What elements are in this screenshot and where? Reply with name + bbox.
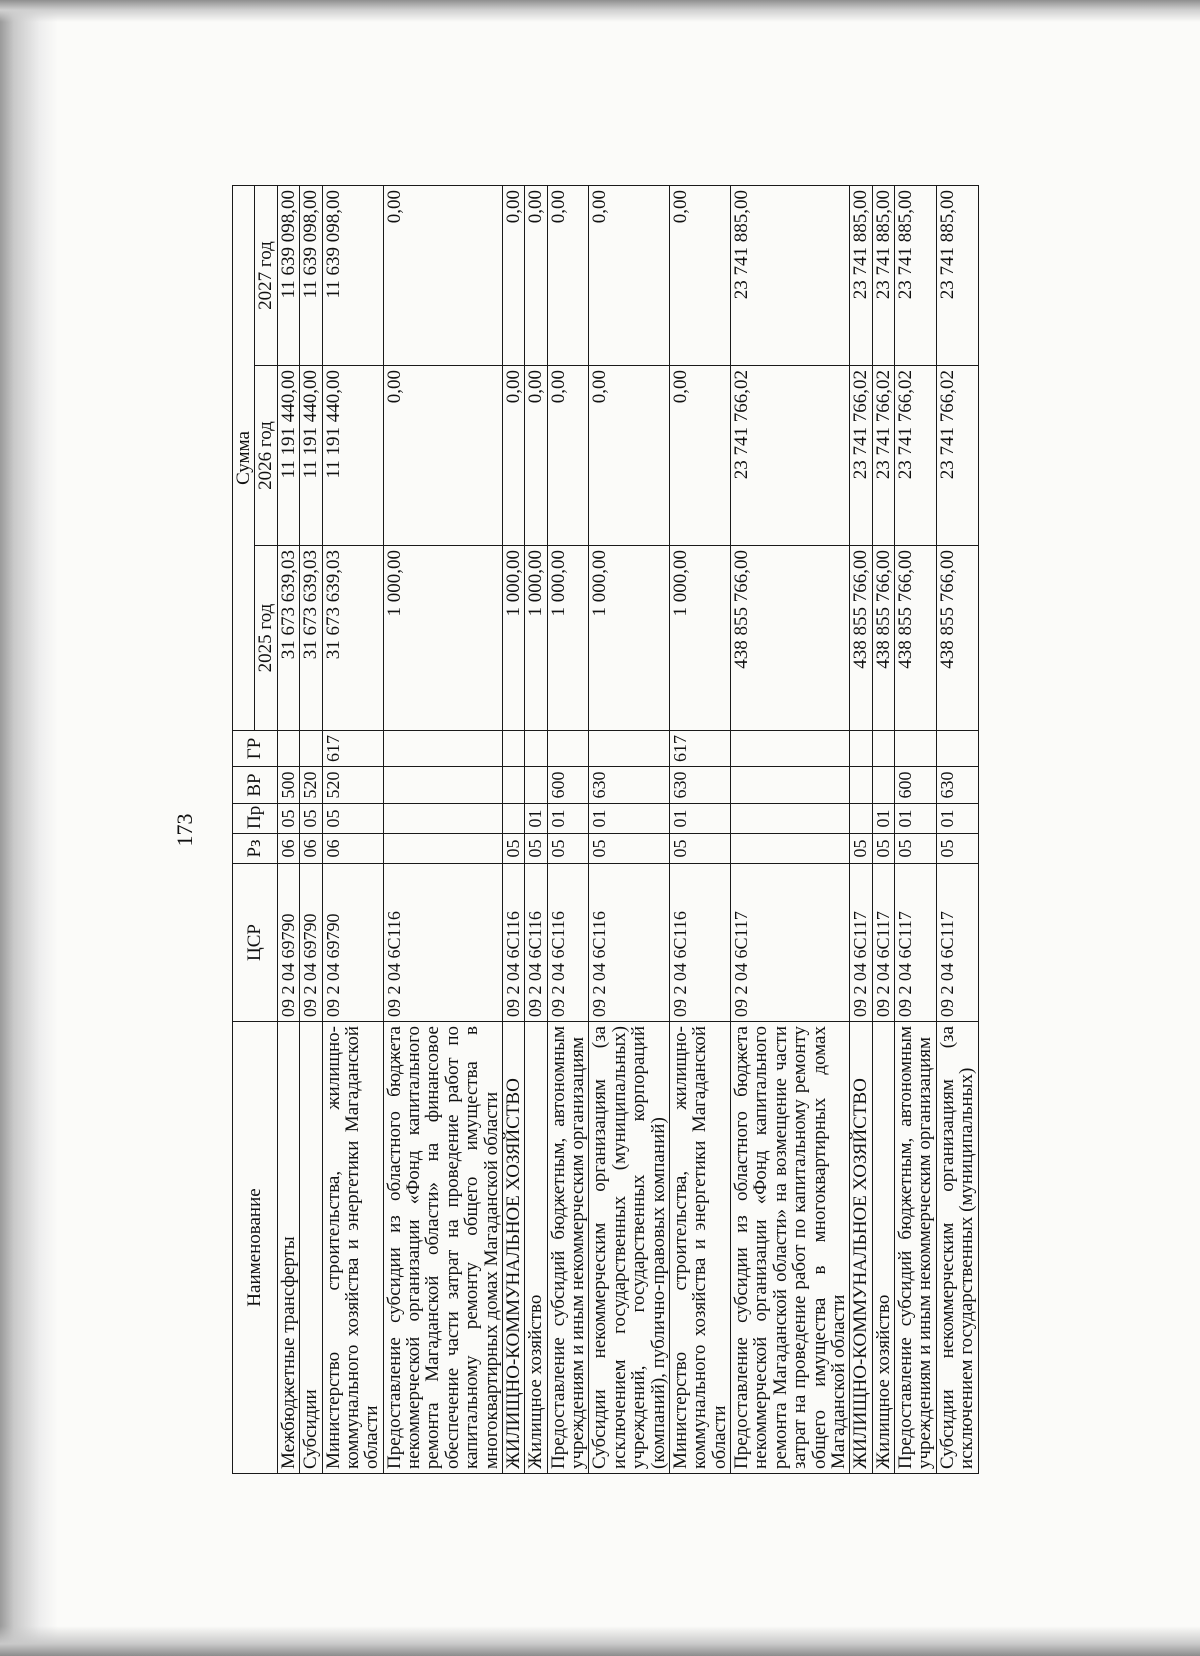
cell-2026: 23 741 766,02 [850,366,872,546]
header-2026: 2026 год [255,366,277,546]
cell-vr: 600 [547,767,589,804]
cell-csr: 09 2 04 69790 [300,864,322,1022]
cell-2027: 11 639 098,00 [300,186,322,366]
cell-gr [872,731,894,767]
cell-name: Предоставление субсидии из областного бюджета некоммерческой организации «Фонд капитального ремонта Магаданской области» на финансовое обеспечение части затрат на проведение работ по капитальному ремонту общего имущества в многоквартирных домах Магаданской области [383,1022,502,1474]
cell-rz: 05 [936,834,978,864]
cell-2025: 1 000,00 [502,546,524,731]
header-csr: ЦСР [233,864,278,1022]
cell-2026: 11 191 440,00 [277,366,299,546]
table-body [277,186,978,1474]
cell-2027: 23 741 885,00 [895,186,937,366]
table-row [872,186,894,1474]
cell-2025: 1 000,00 [525,546,547,731]
cell-csr: 09 2 04 6С116 [525,864,547,1022]
cell-2027: 23 741 885,00 [731,186,850,366]
cell-2027: 23 741 885,00 [872,186,894,366]
cell-gr [895,731,937,767]
cell-csr: 09 2 04 6С117 [895,864,937,1022]
cell-2026: 0,00 [383,366,502,546]
cell-csr: 09 2 04 6С117 [850,864,872,1022]
cell-vr [872,767,894,804]
cell-gr [589,731,670,767]
cell-csr: 09 2 04 6С116 [669,864,730,1022]
cell-gr [383,731,502,767]
cell-pr: 01 [589,804,670,834]
scan-left-edge [0,0,58,1656]
cell-2027: 0,00 [383,186,502,366]
cell-gr [547,731,589,767]
table-row [850,186,872,1474]
cell-csr: 09 2 04 6С116 [547,864,589,1022]
cell-gr [525,731,547,767]
cell-2026: 11 191 440,00 [300,366,322,546]
cell-pr: 01 [669,804,730,834]
cell-name: Субсидии [300,1022,322,1474]
cell-name: ЖИЛИЩНО-КОММУНАЛЬНОЕ ХОЗЯЙСТВО [502,1022,524,1474]
cell-2027: 0,00 [502,186,524,366]
table-row [322,186,383,1474]
cell-2026: 0,00 [669,366,730,546]
cell-2026: 23 741 766,02 [731,366,850,546]
cell-name: ЖИЛИЩНО-КОММУНАЛЬНОЕ ХОЗЯЙСТВО [850,1022,872,1474]
cell-pr [502,804,524,834]
header-vr: ВР [233,767,278,804]
cell-csr: 09 2 04 6С116 [383,864,502,1022]
cell-2027: 11 639 098,00 [277,186,299,366]
cell-2025: 438 855 766,00 [731,546,850,731]
cell-rz: 05 [525,834,547,864]
cell-rz: 05 [669,834,730,864]
cell-gr: 617 [322,731,383,767]
table-row [383,186,502,1474]
cell-name: Жилищное хозяйство [525,1022,547,1474]
cell-rz: 05 [502,834,524,864]
cell-gr [850,731,872,767]
cell-rz [383,834,502,864]
cell-csr: 09 2 04 6С117 [936,864,978,1022]
cell-pr [731,804,850,834]
cell-2026: 0,00 [589,366,670,546]
header-gr: ГР [233,731,278,767]
cell-name: Субсидии некоммерческим организациям (за исключением государственных (муниципальных) [936,1022,978,1474]
cell-rz: 05 [547,834,589,864]
cell-vr: 500 [277,767,299,804]
header-2025: 2025 год [255,546,277,731]
cell-name: Предоставление субсидий бюджетным, автономным учреждениям и иным некоммерческим организациям [895,1022,937,1474]
cell-pr: 01 [895,804,937,834]
cell-pr: 05 [322,804,383,834]
cell-2027: 23 741 885,00 [936,186,978,366]
cell-2025: 31 673 639,03 [322,546,383,731]
cell-2025: 438 855 766,00 [872,546,894,731]
cell-2026: 0,00 [502,366,524,546]
cell-vr: 630 [589,767,670,804]
cell-2025: 1 000,00 [669,546,730,731]
cell-2025: 31 673 639,03 [300,546,322,731]
cell-vr [850,767,872,804]
cell-rz: 06 [322,834,383,864]
cell-2027: 11 639 098,00 [322,186,383,366]
cell-csr: 09 2 04 69790 [322,864,383,1022]
cell-name: Министерство строительства, жилищно-коммунального хозяйства и энергетики Магаданской области [669,1022,730,1474]
cell-rz: 05 [895,834,937,864]
table-row [936,186,978,1474]
cell-name: Межбюджетные трансферты [277,1022,299,1474]
cell-2027: 0,00 [547,186,589,366]
cell-vr: 630 [669,767,730,804]
cell-2026: 0,00 [547,366,589,546]
table-row [502,186,524,1474]
header-sum: Сумма [233,186,255,731]
table-header [233,186,278,1474]
cell-name: Субсидии некоммерческим организациям (за исключением государственных (муниципальных) учреждений, государственных корпораций (компаний), публично-правовых компаний) [589,1022,670,1474]
cell-vr: 600 [895,767,937,804]
cell-vr [383,767,502,804]
cell-rz: 05 [850,834,872,864]
cell-gr [277,731,299,767]
cell-vr: 520 [322,767,383,804]
cell-2027: 0,00 [669,186,730,366]
cell-vr: 630 [936,767,978,804]
cell-2027: 0,00 [525,186,547,366]
cell-2026: 23 741 766,02 [872,366,894,546]
scan-bottom-edge [0,1626,1200,1656]
cell-csr: 09 2 04 69790 [277,864,299,1022]
page-number: 173 [172,813,197,847]
cell-gr [300,731,322,767]
cell-gr [502,731,524,767]
table-row [547,186,589,1474]
cell-name: Предоставление субсидий бюджетным, автономным учреждениям и иным некоммерческим организациям [547,1022,589,1474]
cell-rz: 06 [300,834,322,864]
table-row [277,186,299,1474]
cell-gr [731,731,850,767]
cell-vr [731,767,850,804]
cell-vr [525,767,547,804]
cell-csr: 09 2 04 6С117 [731,864,850,1022]
cell-pr [383,804,502,834]
cell-pr: 01 [936,804,978,834]
cell-2026: 11 191 440,00 [322,366,383,546]
table-row [300,186,322,1474]
cell-rz [731,834,850,864]
cell-2025: 438 855 766,00 [850,546,872,731]
table-row [731,186,850,1474]
header-rz: Рз [233,834,278,864]
cell-2025: 31 673 639,03 [277,546,299,731]
cell-vr: 520 [300,767,322,804]
cell-2027: 23 741 885,00 [850,186,872,366]
cell-rz: 05 [589,834,670,864]
cell-2025: 438 855 766,00 [936,546,978,731]
cell-2025: 1 000,00 [383,546,502,731]
cell-gr [936,731,978,767]
cell-2026: 23 741 766,02 [936,366,978,546]
cell-2025: 1 000,00 [547,546,589,731]
cell-csr: 09 2 04 6С116 [589,864,670,1022]
header-2027: 2027 год [255,186,277,366]
cell-name: Министерство строительства, жилищно-коммунального хозяйства и энергетики Магаданской области [322,1022,383,1474]
cell-vr [502,767,524,804]
cell-rz: 05 [872,834,894,864]
scan-top-edge [0,0,1200,22]
cell-2025: 438 855 766,00 [895,546,937,731]
table-row [589,186,670,1474]
cell-gr: 617 [669,731,730,767]
cell-pr: 05 [277,804,299,834]
cell-2025: 1 000,00 [589,546,670,731]
header-name: Наименование [233,1022,278,1474]
budget-table [232,185,979,1474]
cell-name: Предоставление субсидии из областного бюджета некоммерческой организации «Фонд капитального ремонта Магаданской области» на возмещение части затрат на проведение работ по капитальному ремонту общего имущества в многоквартирных домах Магаданской области [731,1022,850,1474]
cell-pr: 01 [872,804,894,834]
cell-pr: 01 [525,804,547,834]
cell-name: Жилищное хозяйство [872,1022,894,1474]
cell-2026: 0,00 [525,366,547,546]
cell-rz: 06 [277,834,299,864]
cell-pr [850,804,872,834]
cell-csr: 09 2 04 6С116 [502,864,524,1022]
table-row [669,186,730,1474]
table-row [895,186,937,1474]
cell-2027: 0,00 [589,186,670,366]
cell-2026: 23 741 766,02 [895,366,937,546]
table-row [525,186,547,1474]
cell-pr: 05 [300,804,322,834]
header-pr: Пр [233,804,278,834]
cell-csr: 09 2 04 6С117 [872,864,894,1022]
rotated-page [140,180,1120,1480]
cell-pr: 01 [547,804,589,834]
